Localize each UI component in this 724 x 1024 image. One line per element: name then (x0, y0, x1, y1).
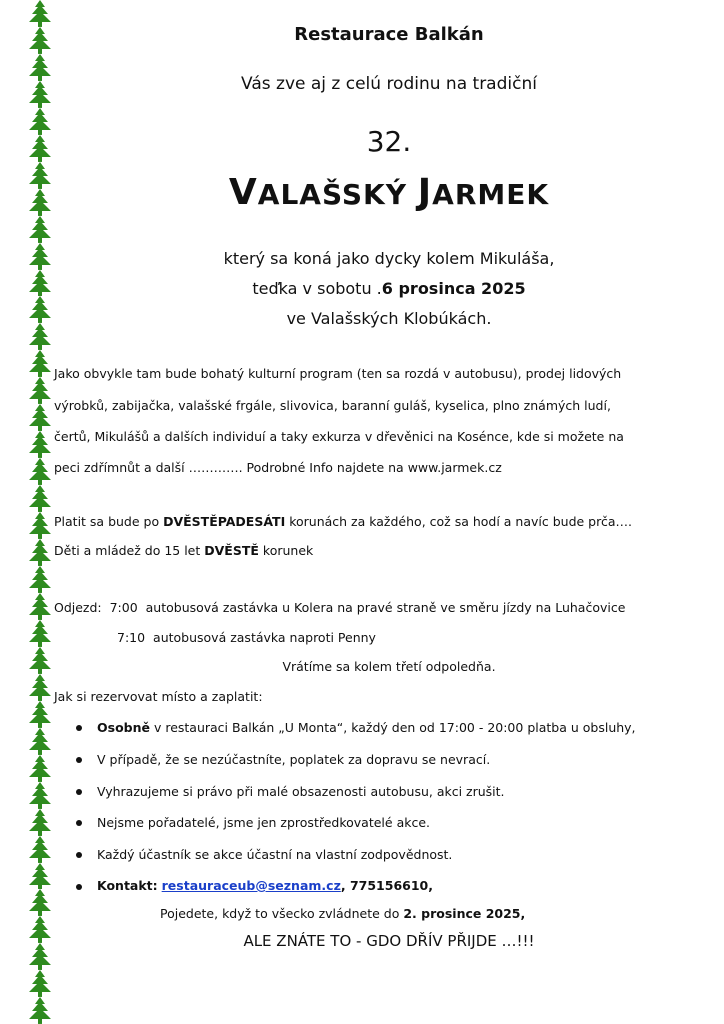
title-word-1: ALAŠSKÝ (257, 178, 418, 211)
contact-label: Kontakt: (97, 878, 158, 893)
departure-stop-1: autobusová zastávka u Kolera na pravé straně ve směru jízdy na Luhačovice (145, 600, 626, 615)
program-line: čertů, Mikulášů a dalších individuí a taky exkurza v dřevěnici na Kosénce, kde si možete na (54, 429, 624, 444)
reservation-personal-text: v restauraci Balkán „U Monta“, každý den od 17:00 - 20:00 platba u obsluhy, (149, 720, 636, 735)
event-info-line-3: ve Valašských Klobúkách. (286, 309, 492, 328)
invitation-line: Vás zve aj z celú rodinu na tradiční (241, 74, 537, 94)
program-line: Jako obvykle tam bude bohatý kulturní program (ten sa rozdá v autobusu), prodej lidových (54, 366, 622, 381)
event-date-prefix: teďka v sobotu . (252, 279, 382, 298)
bullet-icon (76, 725, 82, 731)
contact-email-link[interactable]: restauraceub@seznam.cz (161, 878, 341, 893)
event-info-line-1: který sa koná jako dycky kolem Mikuláša, (223, 249, 555, 268)
program-line: peci zdřímnůt a další …………. Podrobné Info najdete na www.jarmek.cz (54, 460, 502, 475)
departure-time-1: 7:00 (109, 600, 138, 615)
bullet-icon (76, 789, 82, 795)
departure-line-1 (54, 600, 625, 616)
price-line-child (54, 543, 313, 559)
departure-time-2: 7:10 (117, 630, 146, 645)
edition-number: 32. (366, 125, 412, 158)
program-line: výrobků, zabijačka, valašské frgále, slivovica, baranní guláš, kyselica, plno známých ludí, (54, 398, 611, 413)
return-time: Vrátíme sa kolem třetí odpoledňa. (282, 659, 496, 674)
departure-stop-2: autobusová zastávka naproti Penny (153, 630, 376, 645)
deadline-text: Pojedete, když to všecko zvládnete do (160, 906, 404, 921)
title-word-2: ARMEK (432, 178, 550, 211)
reservation-item-refund: V případě, že se nezúčastníte, poplatek za dopravu se nevrací. (97, 752, 491, 767)
bullet-icon (76, 820, 82, 826)
bullet-icon (76, 884, 82, 890)
departure-line-2 (117, 630, 376, 646)
event-info-line-2 (54, 279, 724, 298)
contact-line (97, 878, 433, 894)
closing-slogan: ALE ZNÁTE TO - GDO DŘÍV PŘIJDE …!!! (243, 932, 535, 950)
restaurant-name: Restaurace Balkán (294, 24, 484, 45)
bullet-icon (76, 852, 82, 858)
event-title (54, 172, 724, 213)
price-text: Platit sa bude po (54, 514, 164, 529)
price-text: korunách za každého, což sa hodí a navíc bude prča…. (285, 514, 632, 529)
bullet-icon (76, 757, 82, 763)
deadline-line (160, 906, 525, 922)
price-adult-amount: DVĚSTĚPADESÁTI (163, 514, 286, 529)
reservation-item-personal (97, 720, 636, 736)
title-letter-j: J (417, 172, 433, 213)
price-text: korunek (258, 543, 314, 558)
reservation-item-cancel: Vyhrazujeme si právo při malé obsazenosti autobusu, akci zrušit. (97, 784, 505, 799)
reservation-heading: Jak si rezervovat místo a zaplatit: (54, 689, 263, 704)
contact-phone: , 775156610, (340, 878, 433, 893)
departure-label: Odjezd: (54, 600, 102, 615)
price-child-amount: DVĚSTĚ (204, 543, 259, 558)
reservation-item-responsibility: Každý účastník se akce účastní na vlastní zodpovědnost. (97, 847, 453, 862)
title-letter-v: V (228, 172, 258, 213)
price-line-adult (54, 514, 632, 530)
price-text: Děti a mládež do 15 let (54, 543, 205, 558)
event-date: 6 prosinca 2025 (381, 279, 526, 298)
reservation-item-organizer: Nejsme pořadatelé, jsme jen zprostředkovatelé akce. (97, 815, 431, 830)
reservation-personal-label: Osobně (97, 720, 150, 735)
deadline-date: 2. prosince 2025, (403, 906, 526, 921)
